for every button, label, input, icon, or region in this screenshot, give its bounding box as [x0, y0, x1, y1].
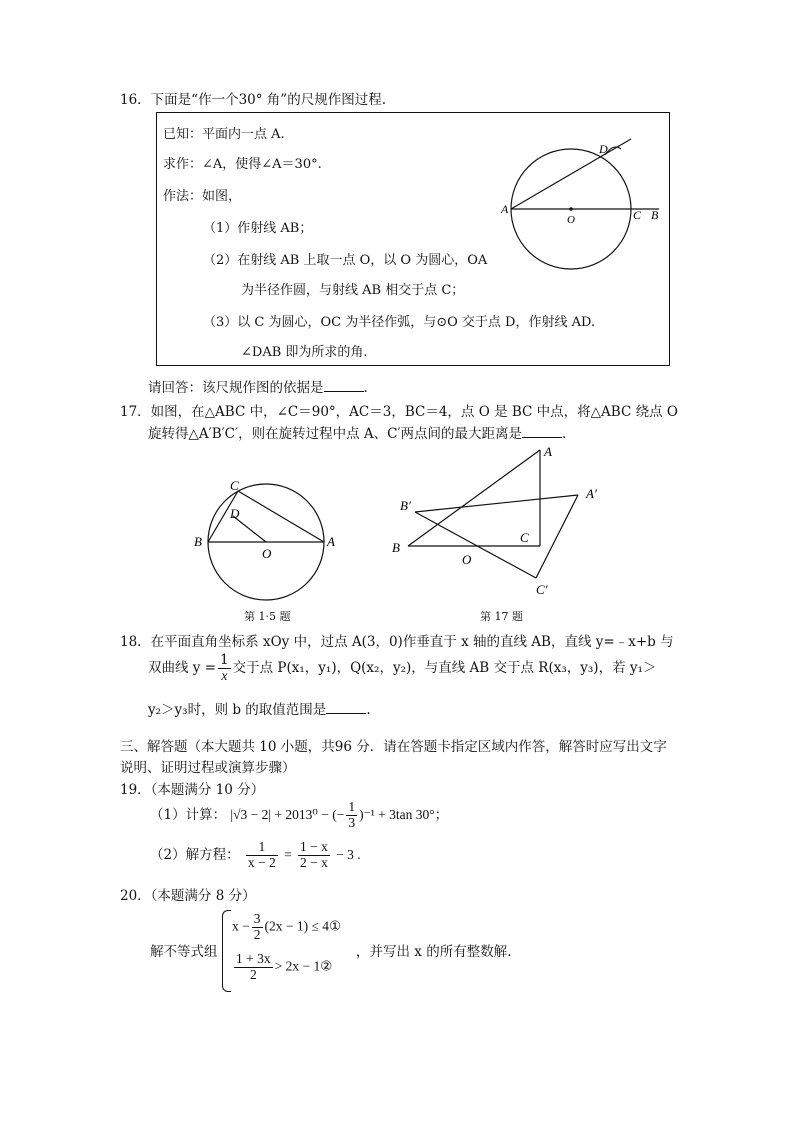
q16-answer: 请回答：该尺规作图的依据是 . [148, 380, 368, 396]
fig15-label-o: O [262, 546, 272, 561]
q19-p2-frac2-den: 2 − x [299, 854, 328, 870]
q20-ineq1-b: (2x − 1) ≤ 4① [264, 918, 342, 934]
fig15 [190, 470, 350, 605]
q16-step2b: 为半径作圆，与射线 AB 相交于点 C； [241, 283, 465, 298]
fig17-label-a1: A′ [586, 486, 597, 501]
q16-label-c: C [633, 208, 642, 222]
q18-line1: 18．在平面直角坐标系 xOy 中，过点 A(3，0)作垂直于 x 轴的直线 AB，直线 y=﹣x+b 与 [120, 634, 674, 650]
q20-brace [222, 910, 231, 992]
q20-ineq1-frac-num: 3 [253, 911, 261, 926]
q19-p2-label: （2）解方程： [150, 846, 240, 863]
q17-line1: 17．如图，在△ABC 中，∠C＝90°，AC＝3，BC＝4，点 O 是 BC 中点，将△ABC 绕点 O [120, 404, 678, 420]
q19-p2-frac1-num: 1 [246, 840, 278, 856]
q18-line2-pre: 双曲线 y = [148, 659, 217, 676]
q18-frac-den: x [221, 667, 228, 683]
q19-p2-frac2-num: 1 − x [299, 839, 328, 854]
q18-fraction [218, 653, 231, 684]
q16-step3b: ∠DAB 即为所求的角. [241, 345, 368, 360]
q20-lead: 解不等式组 [150, 944, 218, 960]
fig17 [388, 440, 618, 600]
q16-method: 作法：如图， [163, 189, 242, 204]
q18-line2 [148, 653, 656, 684]
q20-tail: ，并写出 x 的所有整数解. [356, 944, 512, 960]
q19-p1-fraction [346, 800, 357, 831]
q20-ineq2-b: > 2x − 1② [274, 958, 333, 974]
fig17-caption: 第 17 题 [480, 610, 523, 623]
q19-p2-frac1-den: x − 2 [247, 854, 276, 870]
q18-answer-blank [326, 701, 366, 714]
fig17-label-b: B [392, 540, 400, 555]
fig15-label-b: B [194, 534, 202, 549]
fig17-label-b1: B′ [400, 498, 411, 513]
fig15-caption: 第 1·5 题 [244, 610, 291, 623]
q19-p2-tail: − 3 . [336, 846, 361, 862]
q16-label-d: D [599, 142, 608, 156]
q20-title: 20．（本题满分 8 分） [120, 888, 256, 904]
q16-label-a: A [501, 202, 509, 216]
q20-ineq2-fraction [234, 952, 273, 983]
q17-answer-blank [522, 425, 562, 438]
q16-step1: （1）作射线 AB； [203, 221, 313, 236]
q16-answer-text: 请回答：该尺规作图的依据是 [148, 380, 324, 396]
q20-ineq2-frac-num: 1 + 3x [236, 951, 271, 966]
q19-p2-frac1 [246, 840, 278, 871]
q16-step3a: （3）以 C 为圆心，OC 为半径作弧，与⊙O 交于点 D，作射线 AD. [203, 315, 596, 330]
q18-line3: y₂＞y₃时，则 b 的取值范围是 . [148, 702, 371, 718]
q19-p2-eq: = [284, 846, 292, 862]
fig17-line-a1c1 [536, 495, 578, 578]
q19-part1 [150, 800, 448, 831]
q19-p1-expr-a: |√3 − 2| + 2013⁰ − (− [230, 806, 345, 822]
q18-line3-text: y₂＞y₃时，则 b 的取值范围是 [148, 702, 327, 718]
fig17-line-b1a1 [415, 495, 578, 512]
q19-part2 [150, 840, 361, 871]
fig17-label-a: A [544, 444, 552, 459]
section3-line2: 说明、证明过程或演算步骤） [120, 760, 296, 776]
q20-ineq1 [232, 912, 341, 943]
q16-point-o [569, 207, 573, 211]
q17-line2-text: 旋转得△A′B′C′，则在旋转过程中点 A、C′两点间的最大距离是 [148, 426, 523, 442]
fig17-label-o: O [462, 552, 472, 567]
q16-figure [499, 127, 665, 283]
q16-known: 已知：平面内一点 A. [163, 127, 285, 142]
q17-line2: 旋转得△A′B′C′，则在旋转过程中点 A、C′两点间的最大距离是 . [148, 426, 567, 442]
q20-ineq2-frac-den: 2 [249, 966, 257, 982]
section3-line1: 三、解答题（本大题共 10 小题，共96 分．请在答题卡指定区域内作答，解答时应写出文字 [120, 739, 667, 755]
q16-answer-blank [324, 379, 364, 392]
q19-p1-frac-num: 1 [348, 799, 356, 814]
q19-p1-expr-b: )⁻¹ + 3tan 30°； [359, 806, 449, 822]
q16-label-o: O [567, 214, 575, 226]
q20-ineq1-fraction [252, 912, 263, 943]
q19-title: 19．（本题满分 10 分） [120, 782, 265, 798]
q18-line2-post: 交于点 P(x₁，y₁)，Q(x₂，y₂)，与直线 AB 交于点 R(x₃，y₃)，若 y₁＞ [232, 659, 657, 676]
q19-p1-frac-den: 3 [348, 814, 356, 830]
fig17-label-c1: C′ [536, 582, 548, 597]
q19-p2-frac2 [298, 840, 330, 871]
q20-ineq1-frac-den: 2 [253, 926, 261, 942]
fig17-line-b1c1 [415, 512, 536, 578]
q20-ineq2 [232, 952, 332, 983]
q16-construction-box [156, 112, 670, 366]
q16-task: 求作：∠A，使得∠A＝30°. [163, 157, 322, 172]
q19-p1-label: （1）计算： [150, 806, 227, 823]
fig15-label-d: D [230, 506, 240, 521]
q16-step2a: （2）在射线 AB 上取一点 O，以 O 为圆心，OA [203, 253, 488, 268]
q16-intro: 16．下面是“作一个30° 角”的尺规作图过程. [120, 92, 386, 108]
fig15-label-a: A [327, 534, 335, 549]
q16-label-b: B [651, 208, 659, 222]
q18-frac-num: 1 [220, 652, 229, 668]
fig17-label-c: C [520, 530, 529, 545]
q20-ineq1-a: x − [232, 918, 250, 934]
fig15-line-ca [238, 491, 324, 542]
fig15-label-c: C [230, 478, 239, 493]
